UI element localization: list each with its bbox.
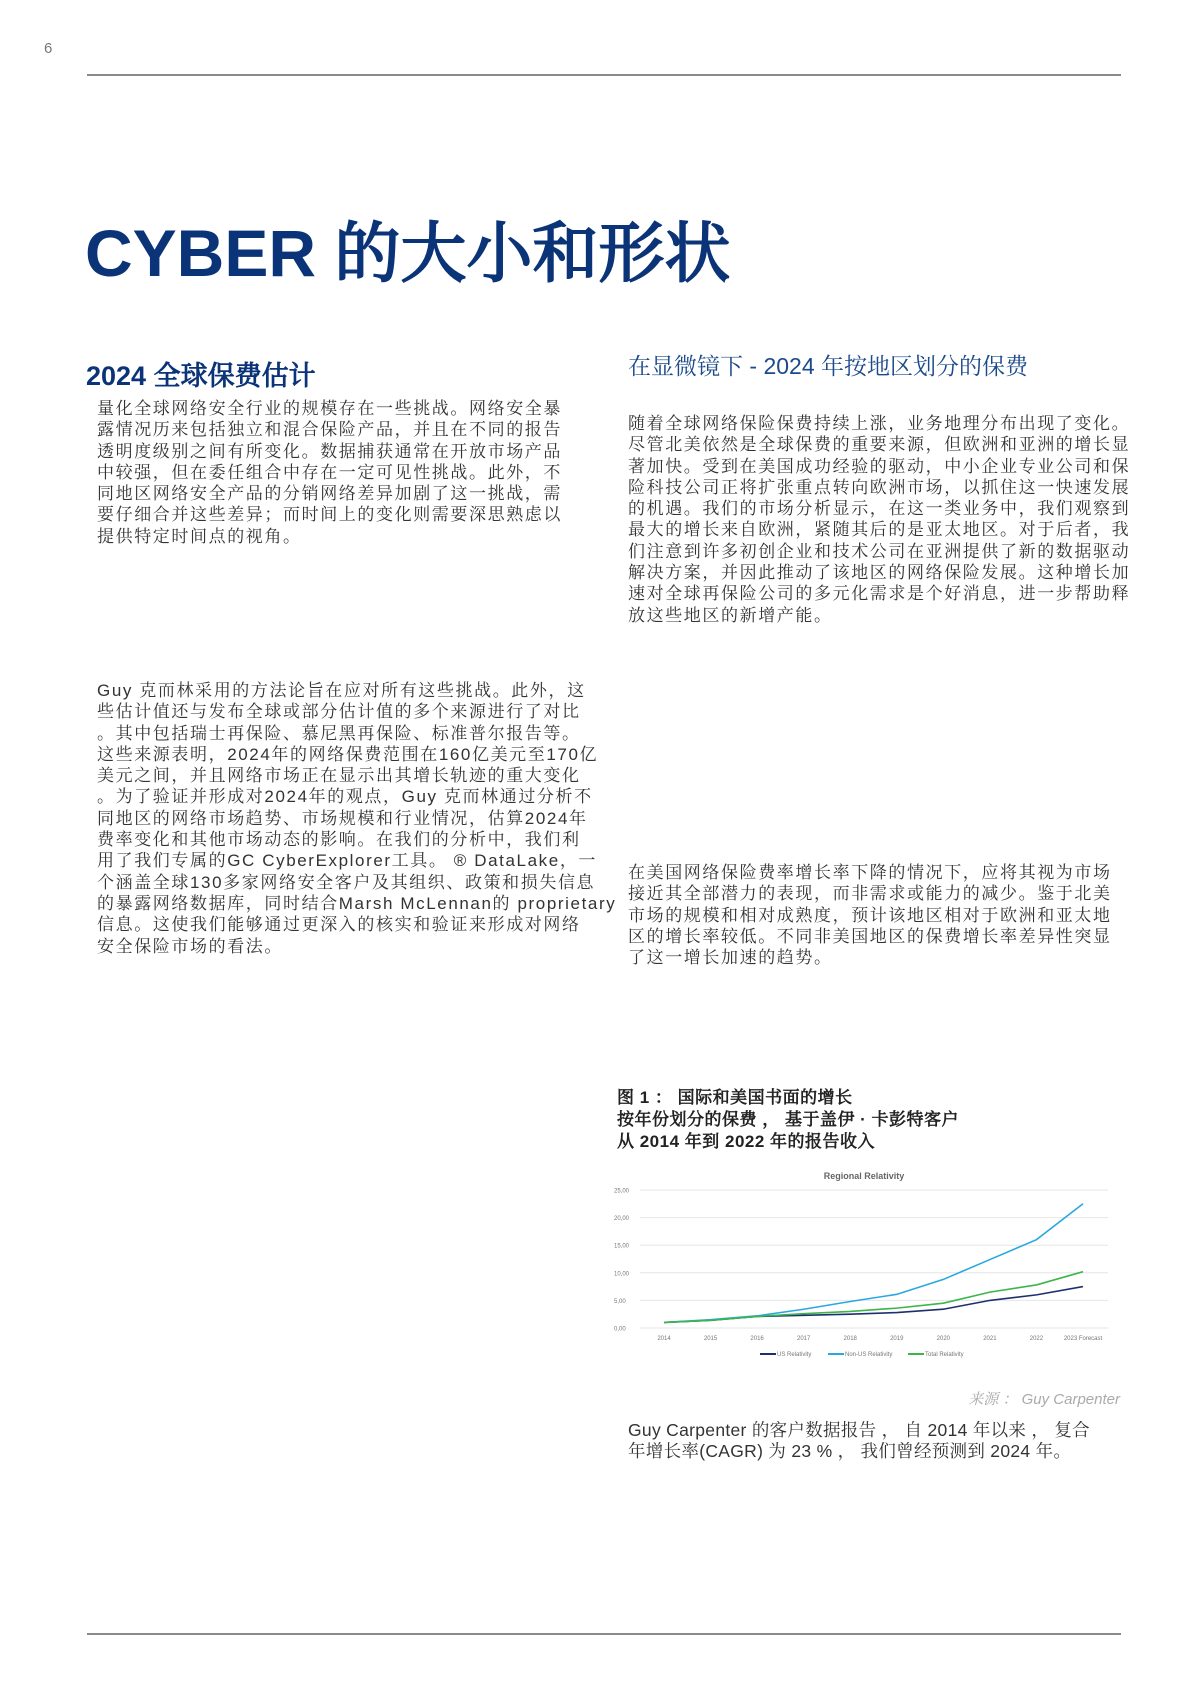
page-number: 6: [44, 40, 53, 57]
text-line: 费率变化和其他市场动态的影响。在我们的分析中，我们利: [97, 830, 581, 850]
text-line: 中较强，但在委任组合中存在一定可见性挑战。此外，不: [97, 462, 562, 482]
figure-footnote: [628, 1420, 1090, 1463]
x-tick-label: 2016: [750, 1336, 764, 1342]
x-tick-label: 2018: [843, 1336, 857, 1342]
text-line: 安全保险市场的看法。: [97, 936, 283, 956]
caption-line: 图 1 ： 国际和美国书面的增长: [617, 1088, 853, 1107]
text-line: 用了我们专属的GC CyberExplorer工具。 ® DataLake，一: [97, 851, 598, 871]
text-line: 量化全球网络安全行业的规模存在一些挑战。网络安全暴: [97, 399, 562, 418]
y-tick-label: 25,00: [614, 1188, 630, 1195]
text-line: 著加快。受到在美国成功经验的驱动，中小企业专业公司和保: [628, 456, 1131, 476]
x-tick-label: 2023 Forecast: [1063, 1336, 1103, 1342]
legend-label: Total Relativity: [925, 1352, 964, 1358]
text-line: 解决方案，并因此推动了该地区的网络保险发展。这种增长加: [628, 563, 1131, 583]
page-title: CYBER 的大小和形状: [85, 216, 731, 290]
regional-relativity-chart: [610, 1160, 1130, 1375]
text-line: 尽管北美依然是全球保费的重要来源，但欧洲和亚洲的增长显: [628, 435, 1131, 455]
y-tick-label: 10,00: [614, 1271, 630, 1278]
text-line: 。其中包括瑞士再保险、慕尼黑再保险、标准普尔报告等。: [97, 723, 581, 743]
x-tick-label: 2014: [657, 1336, 671, 1342]
text-line: 们注意到许多初创企业和技术公司在亚洲提供了新的数据驱动: [628, 541, 1131, 561]
text-line: 放这些地区的新增产能。: [628, 605, 833, 625]
text-line: 市场的规模和相对成熟度，预计该地区相对于欧洲和亚太地: [628, 905, 1112, 925]
text-line: 在美国网络保险费率增长率下降的情况下，应将其视为市场: [628, 863, 1112, 882]
y-tick-label: 5,00: [614, 1298, 626, 1305]
text-line: 最大的增长来自欧洲，紧随其后的是亚太地区。对于后者，我: [628, 520, 1131, 540]
top-divider: [87, 74, 1121, 76]
right-paragraph-2: [628, 862, 1112, 968]
text-line: 区的增长率较低。不同非美国地区的保费增长率差异性突显: [628, 926, 1112, 946]
figure-source: 来源 ： Guy Carpenter: [968, 1391, 1120, 1408]
x-tick-label: 2017: [796, 1336, 811, 1342]
text-line: 些估计值还与发布全球或部分估计值的多个来源进行了对比: [97, 702, 581, 722]
text-line: 美元之间，并且网络市场正在显示出其增长轨迹的重大变化: [97, 766, 581, 786]
left-section-heading: 2024 全球保费估计: [86, 361, 316, 391]
text-line: 速对全球再保险公司的多元化需求是个好消息，进一步帮助释: [628, 584, 1131, 604]
text-line: 要仔细合并这些差异；而时间上的变化则需要深思熟虑以: [97, 505, 562, 525]
y-tick-label: 15,00: [614, 1243, 630, 1250]
y-tick-label: 20,00: [614, 1216, 630, 1223]
left-paragraph-1: [97, 398, 562, 547]
text-line: 险科技公司正将扩张重点转向欧洲市场，以抓住这一快速发展: [628, 477, 1131, 497]
x-tick-label: 2022: [1029, 1336, 1044, 1342]
x-tick-label: 2021: [983, 1336, 997, 1342]
text-line: 的暴露网络数据库，同时结合Marsh McLennan的 proprietary: [97, 893, 617, 913]
series-line-us-relativity: [664, 1287, 1083, 1323]
y-tick-label: 0,00: [614, 1326, 626, 1333]
text-line: 这些来源表明，2024年的网络保费范围在160亿美元至170亿: [97, 744, 599, 764]
left-paragraph-2: [97, 680, 616, 957]
right-section-heading: 在显微镜下 - 2024 年按地区划分的保费: [628, 353, 1028, 379]
legend-label: US Relativity: [777, 1352, 812, 1358]
caption-line: 按年份划分的保费 ， 基于盖伊 · 卡彭特客户: [617, 1110, 960, 1129]
text-line: 个涵盖全球130多家网络安全客户及其组织、政策和损失信息: [97, 872, 596, 892]
footnote-line: 年增长率(CAGR) 为 23 % ， 我们曾经预测到 2024 年。: [628, 1441, 1072, 1462]
text-line: 的机遇。我们的市场分析显示，在这一类业务中，我们观察到: [628, 499, 1131, 519]
right-paragraph-1: [628, 413, 1130, 626]
text-line: Guy 克而林采用的方法论旨在应对所有这些挑战。此外，这: [97, 681, 586, 700]
text-line: 同地区网络安全产品的分销网络差异加剧了这一挑战，需: [97, 484, 562, 504]
footnote-line: Guy Carpenter 的客户数据报告 ， 自 2014 年以来 ， 复合: [628, 1420, 1090, 1440]
legend-label: Non-US Relativity: [845, 1352, 893, 1358]
x-tick-label: 2020: [936, 1336, 951, 1342]
text-line: 透明度级别之间有所变化。数据捕获通常在开放市场产品: [97, 441, 562, 461]
caption-line: 从 2014 年到 2022 年的报告收入: [617, 1132, 876, 1151]
text-line: 了这一增长加速的趋势。: [628, 948, 833, 968]
text-line: 露情况历来包括独立和混合保险产品，并且在不同的报告: [97, 420, 562, 440]
series-line-non-us-relativity: [664, 1204, 1083, 1323]
text-line: 提供特定时间点的视角。: [97, 526, 302, 546]
text-line: 接近其全部潜力的表现，而非需求或能力的减少。鉴于北美: [628, 884, 1112, 904]
text-line: 随着全球网络保险保费持续上涨，业务地理分布出现了变化。: [628, 414, 1131, 433]
text-line: 信息。这使我们能够通过更深入的核实和验证来形成对网络: [97, 915, 581, 935]
text-line: 。为了验证并形成对2024年的观点，Guy 克而林通过分析不: [97, 787, 593, 807]
x-tick-label: 2019: [890, 1336, 904, 1342]
chart-title: Regional Relativity: [823, 1171, 905, 1181]
text-line: 同地区的网络市场趋势、市场规模和行业情况，估算2024年: [97, 808, 588, 828]
x-tick-label: 2015: [703, 1336, 718, 1342]
figure-caption: [617, 1087, 959, 1153]
bottom-divider: [87, 1633, 1121, 1635]
